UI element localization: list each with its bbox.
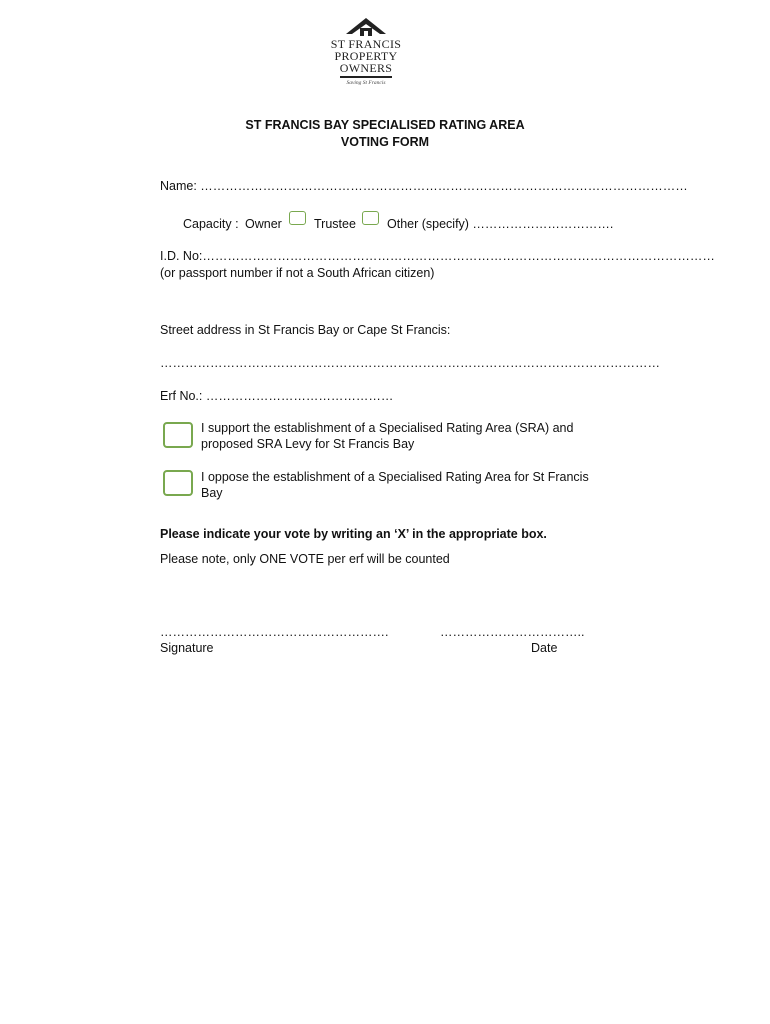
street-address-field[interactable]: …………………………………………………………………………………………………………: [160, 356, 660, 370]
logo-divider: [340, 76, 392, 78]
form-subtitle: VOTING FORM: [340, 135, 430, 149]
id-note: (or passport number if not a South African citizen): [160, 266, 435, 280]
logo-line-2: PROPERTY: [334, 49, 398, 63]
logo-line-1: ST FRANCIS: [330, 37, 402, 51]
capacity-label: Capacity :: [183, 217, 239, 231]
capacity-owner-label: Owner: [245, 217, 282, 231]
signature-label: Signature: [160, 641, 214, 655]
oppose-text: I oppose the establishment of a Specialised Rating Area for St Francis Bay: [201, 470, 589, 500]
logo-line-3: OWNERS: [339, 61, 393, 75]
vote-note: Please note, only ONE VOTE per erf will be counted: [160, 552, 450, 566]
oppose-checkbox[interactable]: [163, 470, 193, 496]
form-title: ST FRANCIS BAY SPECIALISED RATING AREA: [245, 118, 525, 132]
vote-instruction: Please indicate your vote by writing an ‘X’ in the appropriate box.: [160, 527, 547, 541]
logo-tagline: Saving St Francis: [346, 79, 386, 86]
logo: [310, 16, 422, 94]
street-address-label: Street address in St Francis Bay or Cape St Francis:: [160, 323, 451, 337]
capacity-trustee-label: Trustee: [314, 217, 356, 231]
support-checkbox[interactable]: [163, 422, 193, 448]
id-number-field[interactable]: I.D. No:……………………………………………………………………………………………………………: [160, 249, 715, 263]
capacity-other-field[interactable]: Other (specify) …………………………….: [387, 217, 614, 231]
date-label: Date: [531, 641, 558, 655]
erf-number-field[interactable]: Erf No.: ………………………………………: [160, 389, 394, 403]
support-text: I support the establishment of a Specialised Rating Area (SRA) and proposed SRA Levy for St Francis Bay: [201, 421, 574, 451]
signature-field[interactable]: ……………………………………………….: [160, 625, 389, 639]
date-field[interactable]: ……………………………..: [440, 625, 585, 639]
house-roof-icon: [342, 16, 390, 38]
owner-checkbox[interactable]: [289, 211, 306, 225]
name-field[interactable]: Name: ………………………………………………………………………………………………………: [160, 179, 688, 193]
trustee-checkbox[interactable]: [362, 211, 379, 225]
